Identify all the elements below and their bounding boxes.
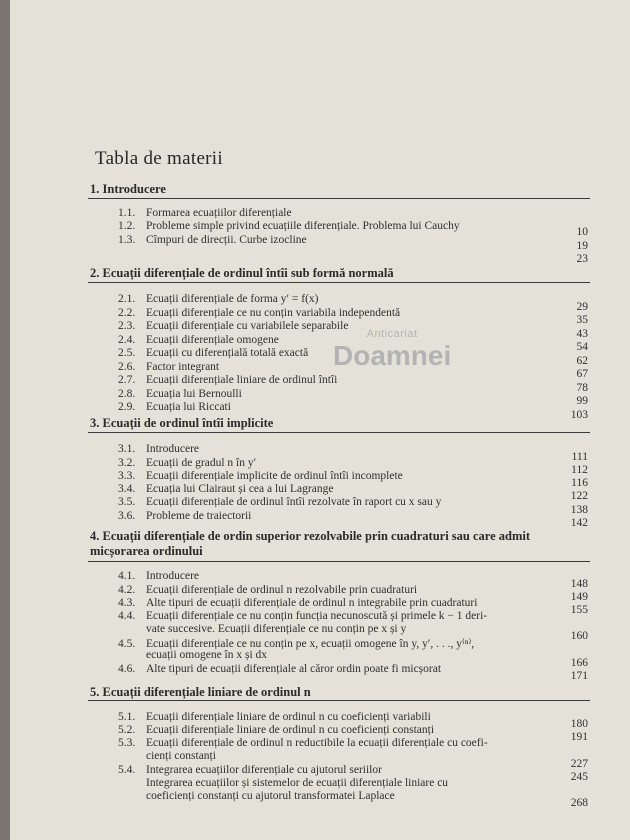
entry-title: Ecuații diferențiale ce nu conțin funcția necunoscută și primele k − 1 deri- — [146, 610, 488, 622]
entry-title: Ecuația lui Riccati — [146, 401, 231, 413]
entry-title: Ecuații diferențiale liniare de ordinul n cu coeficienți variabili — [146, 711, 431, 723]
entry-number: 2.3. — [118, 320, 136, 332]
page-number: 142 — [570, 517, 588, 529]
entry-title: Ecuații diferențiale omogene — [146, 334, 279, 346]
toc-entry — [118, 636, 554, 650]
toc-entry — [118, 388, 554, 402]
toc-entry — [118, 293, 554, 307]
entry-title: Ecuația lui Bernoulli — [146, 388, 242, 400]
section-heading: 5. Ecuații diferențiale liniare de ordinul n — [90, 685, 311, 699]
entry-number: 3.3. — [118, 470, 136, 482]
toc-entry — [118, 610, 554, 624]
toc-entry — [118, 483, 554, 497]
page-number: 191 — [570, 731, 588, 743]
entry-title: coeficienți constanți cu ajutorul transformatei Laplace — [146, 790, 395, 802]
entry-number: 2.1. — [118, 293, 136, 305]
toc-entry — [118, 374, 554, 388]
page-number: 138 — [570, 504, 588, 516]
page-number: 29 — [576, 301, 588, 313]
toc-entry — [118, 496, 554, 510]
entry-title: Ecuații diferențiale liniare de ordinul n cu coeficienți constanți — [146, 724, 435, 736]
entry-title: Integrarea ecuațiilor și sistemelor de ecuații diferențiale liniare cu — [146, 777, 449, 789]
entry-number: 3.5. — [118, 496, 136, 508]
entry-title: Introducere — [146, 443, 199, 455]
entry-number: 5.1. — [118, 711, 136, 723]
page-number: 155 — [570, 604, 588, 616]
entry-title: Ecuații diferențiale implicite de ordinul întîi incomplete — [146, 470, 403, 482]
page-number: 10 — [576, 226, 588, 238]
entry-number: 4.2. — [118, 584, 136, 596]
section-rule — [88, 561, 590, 562]
entry-title: Ecuații diferențiale ce nu conțin pe x, ecuații omogene în y, y′, . . ., y⁽ⁿ⁾, — [146, 638, 475, 650]
entry-title: Ecuația lui Clairaut și cea a lui Lagrange — [146, 483, 334, 495]
entry-title: Cîmpuri de direcții. Curbe izocline — [146, 234, 307, 246]
entry-number: 4.1. — [118, 570, 136, 582]
toc-entry — [118, 737, 554, 751]
section-rule — [88, 198, 590, 199]
entry-number: 4.3. — [118, 597, 136, 609]
entry-title: Probleme de traiectorii — [146, 510, 252, 522]
entry-number: 1.2. — [118, 220, 136, 232]
page-title: Tabla de materii — [95, 148, 223, 169]
entry-number: 3.2. — [118, 457, 136, 469]
page-number: 227 — [570, 758, 588, 770]
entry-title: ecuații omogene în x și dx — [146, 649, 268, 661]
entry-title: Ecuații diferențiale de forma y′ = f(x) — [146, 293, 319, 305]
entry-title: Ecuații de gradul n în y′ — [146, 457, 257, 469]
entry-title: cienți constanți — [146, 750, 216, 762]
section-heading: 1. Introducere — [90, 182, 166, 196]
entry-title: Formarea ecuațiilor diferențiale — [146, 207, 292, 219]
entry-number: 5.3. — [118, 737, 136, 749]
toc-entry — [118, 663, 554, 677]
toc-entry — [118, 790, 554, 804]
toc-entry — [118, 597, 554, 611]
entry-title: Ecuații diferențiale de ordinul n rezolvabile prin cuadraturi — [146, 584, 418, 596]
page-number: 62 — [576, 355, 588, 367]
entry-number: 3.1. — [118, 443, 136, 455]
toc-entry — [118, 623, 554, 637]
entry-number: 2.4. — [118, 334, 136, 346]
entry-number: 2.2. — [118, 307, 136, 319]
page-number: 122 — [570, 490, 588, 502]
entry-number: 5.4. — [118, 764, 136, 776]
entry-title: Factor integrant — [146, 361, 220, 373]
page-number: 67 — [576, 368, 588, 380]
toc-entry — [118, 724, 554, 738]
section-rule — [88, 282, 590, 283]
page-number: 35 — [576, 314, 588, 326]
entry-number: 4.6. — [118, 663, 136, 675]
toc-entry — [118, 401, 554, 415]
page-number: 116 — [571, 477, 588, 489]
entry-title: Ecuații diferențiale cu variabilele separabile — [146, 320, 349, 332]
entry-number: 2.5. — [118, 347, 136, 359]
entry-number: 1.3. — [118, 234, 136, 246]
section-heading: 3. Ecuații de ordinul întîi implicite — [90, 416, 274, 430]
entry-number: 3.6. — [118, 510, 136, 522]
toc-entry — [118, 510, 554, 524]
entry-title: Alte tipuri de ecuații diferențiale de ordinul n integrabile prin cuadraturi — [146, 597, 478, 609]
page-number: 99 — [576, 395, 588, 407]
toc-entry — [118, 234, 554, 248]
entry-title: Ecuații diferențiale ce nu conțin variabila independentă — [146, 307, 401, 319]
entry-title: Ecuații diferențiale de ordinul întîi rezolvate în raport cu x sau y — [146, 496, 442, 508]
toc-entry — [118, 570, 554, 584]
entry-title: Ecuații cu diferențială totală exactă — [146, 347, 309, 359]
entry-title: Alte tipuri de ecuații diferențiale al căror ordin poate fi micșorat — [146, 663, 442, 675]
page-number: 245 — [570, 771, 588, 783]
page-number: 171 — [570, 670, 588, 682]
toc-entry — [118, 220, 554, 234]
page-number: 268 — [570, 797, 588, 809]
entry-number: 2.8. — [118, 388, 136, 400]
section-heading: 2. Ecuații diferențiale de ordinul întîi sub formă normală — [90, 266, 394, 280]
page-number: 166 — [570, 657, 588, 669]
book-page — [10, 0, 630, 840]
page-number: 78 — [576, 382, 588, 394]
entry-number: 2.6. — [118, 361, 136, 373]
page-number: 160 — [570, 630, 588, 642]
entry-number: 1.1. — [118, 207, 136, 219]
page-number: 19 — [576, 240, 588, 252]
entry-title: Ecuații diferențiale liniare de ordinul întîi — [146, 374, 338, 386]
page-number: 43 — [576, 328, 588, 340]
page-number: 23 — [576, 253, 588, 265]
entry-number: 5.2. — [118, 724, 136, 736]
page-number: 111 — [571, 451, 588, 463]
section-rule — [88, 700, 590, 701]
entry-title: vate succesive. Ecuații diferențiale ce nu conțin pe x și y — [146, 623, 407, 635]
entry-title: Probleme simple privind ecuațiile diferențiale. Problema lui Cauchy — [146, 220, 460, 232]
page-number: 54 — [576, 341, 588, 353]
page-number: 103 — [570, 409, 588, 421]
toc-entry — [118, 649, 554, 663]
watermark-logo: Anticariat Doamnei — [333, 328, 452, 371]
toc-entry — [118, 443, 554, 457]
toc-entry — [118, 307, 554, 321]
toc-entry — [118, 750, 554, 764]
section-heading: 4. Ecuații diferențiale de ordin superior rezolvabile prin cuadraturi sau care admit micșorarea ordinului — [90, 529, 531, 558]
toc-entry — [118, 470, 554, 484]
page-number: 112 — [571, 464, 588, 476]
toc-entry — [118, 207, 554, 221]
entry-title: Introducere — [146, 570, 199, 582]
entry-title: Ecuații diferențiale de ordinul n reductibile la ecuații diferențiale cu coefi- — [146, 737, 488, 749]
entry-number: 3.4. — [118, 483, 136, 495]
entry-title: Integrarea ecuațiilor diferențiale cu ajutorul seriilor — [146, 764, 382, 776]
entry-number: 4.4. — [118, 610, 136, 622]
section-rule — [88, 432, 590, 433]
toc-entry — [118, 777, 554, 791]
toc-entry — [118, 584, 554, 598]
entry-number: 2.9. — [118, 401, 136, 413]
toc-entry — [118, 457, 554, 471]
entry-number: 4.5. — [118, 638, 136, 650]
page-number: 148 — [570, 578, 588, 590]
toc-entry — [118, 764, 554, 778]
toc-entry — [118, 711, 554, 725]
entry-number: 2.7. — [118, 374, 136, 386]
page-number: 149 — [570, 591, 588, 603]
page-number: 180 — [570, 718, 588, 730]
